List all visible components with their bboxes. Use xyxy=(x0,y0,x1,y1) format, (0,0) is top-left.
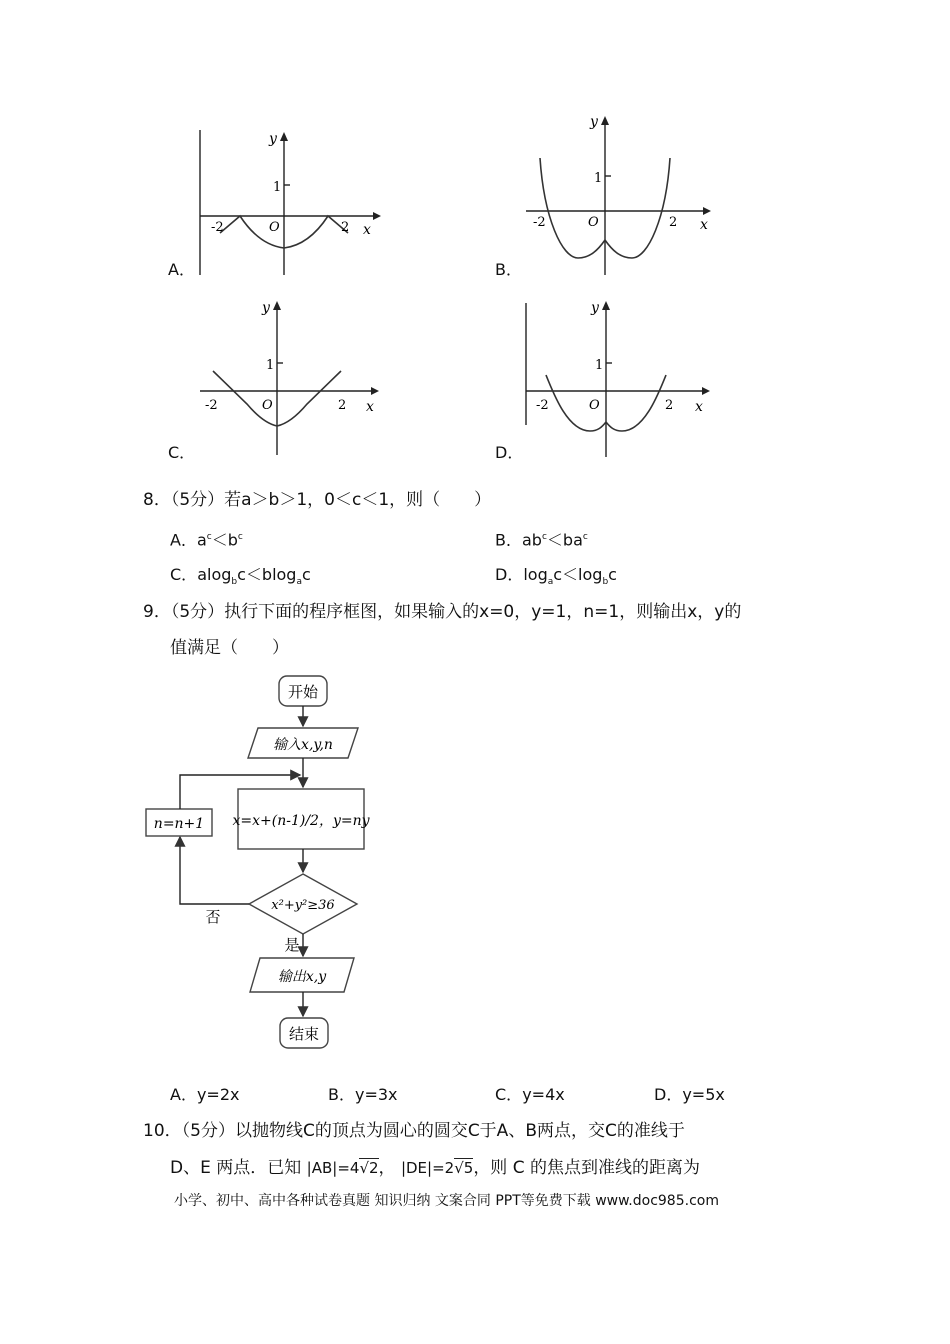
graph-a-origin-label: O xyxy=(269,220,280,235)
q8-option-d: D．$\log_ac<\log_bc$ xyxy=(495,565,617,588)
graph-b-label: B． xyxy=(495,260,522,279)
graph-a-x-arrow xyxy=(373,212,381,220)
graph-a-label: A． xyxy=(168,260,195,279)
graph-b-y-arrow xyxy=(601,116,609,125)
flow-output-text: 输出x,y xyxy=(277,969,327,985)
graph-b-origin-label: O xyxy=(588,215,599,230)
graph-c-neg2-label: -2 xyxy=(205,398,218,413)
graph-d-x-label: x xyxy=(695,399,703,415)
page-footer: 小学、初中、高中各种试卷真题 知识归纳 文案合同 PPT等免费下载 www.doc985.com xyxy=(174,1193,719,1209)
q9-option-c-text: y=4x xyxy=(522,1085,565,1104)
q10-stem-line1: 10．（5分）以抛物线C的顶点为圆心的圆交C于A、B两点，交C的准线于 xyxy=(143,1121,685,1141)
graph-c-one-label: 1 xyxy=(266,358,275,373)
graph-a-x-label: x xyxy=(363,222,371,238)
graph-d xyxy=(520,295,720,460)
q9-option-d xyxy=(654,1085,725,1105)
graph-c xyxy=(195,295,385,460)
q10-ab-length: |AB|=4 xyxy=(306,1159,360,1177)
graph-a xyxy=(195,125,385,280)
graph-d-pos2-label: 2 xyxy=(665,398,674,413)
q10-comma: ， xyxy=(378,1158,396,1178)
q10-text-part2: ，则 C 的焦点到准线的距离为 xyxy=(473,1158,700,1178)
q9-option-a-label: A． xyxy=(170,1085,197,1104)
graph-d-label: D． xyxy=(495,443,524,462)
q9-option-a-text: y=2x xyxy=(196,1085,240,1104)
graph-b-x-arrow xyxy=(703,207,711,215)
q9-option-c-label: C． xyxy=(495,1085,523,1104)
graph-c-x-arrow xyxy=(371,387,379,395)
q8-option-d-label: D． xyxy=(495,565,524,584)
flow-input-text: 输入x,y,n xyxy=(273,737,333,753)
graph-a-y-arrow xyxy=(280,132,288,141)
flow-no-label: 否 xyxy=(205,908,221,926)
q9-option-b xyxy=(328,1085,398,1105)
q9-stem-line1: 9．（5分）执行下面的程序框图，如果输入的x=0，y=1，n=1，则输出x，y的 xyxy=(143,602,742,622)
graph-d-origin-label: O xyxy=(589,398,600,413)
graph-d-y-label: y xyxy=(591,300,599,316)
graph-b-pos2-label: 2 xyxy=(669,215,678,230)
graph-b-one-label: 1 xyxy=(594,171,603,186)
q10-stem-line2: D、E 两点．已知 |AB|=4√2， |DE|=2√5，则 C 的焦点到准线的距离为 xyxy=(170,1158,700,1178)
graph-b-y-label: y xyxy=(590,114,598,130)
graph-c-x-label: x xyxy=(366,399,374,415)
q10-sqrt2: 2 xyxy=(369,1159,379,1177)
graph-c-origin-label: O xyxy=(262,398,273,413)
q9-option-b-label: B． xyxy=(328,1085,355,1104)
graph-d-y-arrow xyxy=(602,301,610,310)
graph-c-y-arrow xyxy=(273,301,281,310)
graph-d-neg2-label: -2 xyxy=(536,398,549,413)
q8-stem: 8．（5分）若a＞b＞1，0＜c＜1，则（ ） xyxy=(143,490,492,510)
q8-option-b: B．$ab^c<ba^c$ xyxy=(495,530,588,550)
graph-b-x-label: x xyxy=(700,217,708,233)
q10-text-part1: D、E 两点．已知 xyxy=(170,1158,302,1178)
flow-yes-label: 是 xyxy=(284,936,300,954)
q8-option-c: C．alog$_b$c＜blog$_a$c xyxy=(170,565,311,588)
q9-flowchart xyxy=(140,672,380,1057)
flow-process-text: x=x+(n-1)/2，y=ny xyxy=(232,813,370,829)
flow-end-text: 结束 xyxy=(288,1025,320,1043)
graph-c-label: C． xyxy=(168,443,196,462)
q9-option-d-label: D． xyxy=(654,1085,683,1104)
graph-b-neg2-label: -2 xyxy=(533,215,546,230)
graph-c-pos2-label: 2 xyxy=(338,398,347,413)
q8-option-c-label: C． xyxy=(170,565,198,584)
flow-start-text: 开始 xyxy=(287,683,319,701)
q8-option-b-label: B． xyxy=(495,530,522,550)
graph-a-neg2-label: -2 xyxy=(211,220,224,235)
graph-a-pos2-label: 2 xyxy=(341,220,350,235)
q8-option-a-label: A． xyxy=(170,530,197,550)
q9-option-a xyxy=(170,1085,239,1105)
flow-loop-text: n=n+1 xyxy=(153,816,205,832)
q10-de-length: |DE|=2 xyxy=(400,1159,455,1177)
q9-option-d-text: y=5x xyxy=(682,1085,725,1104)
q9-option-c xyxy=(495,1085,565,1105)
q10-sqrt5: 5 xyxy=(463,1159,474,1177)
graph-a-y-label: y xyxy=(269,131,277,147)
q9-stem-line2: 值满足（ ） xyxy=(170,638,289,658)
graph-d-x-arrow xyxy=(702,387,710,395)
graph-d-one-label: 1 xyxy=(595,358,604,373)
graph-c-y-label: y xyxy=(262,300,270,316)
q8-option-a: A．$a^c<b^c$ xyxy=(170,530,243,550)
graph-a-one-label: 1 xyxy=(273,180,282,195)
flow-condition-text: x²+y²≥36 xyxy=(271,898,335,913)
q9-option-b-text: y=3x xyxy=(354,1085,398,1104)
graph-b xyxy=(520,110,720,280)
